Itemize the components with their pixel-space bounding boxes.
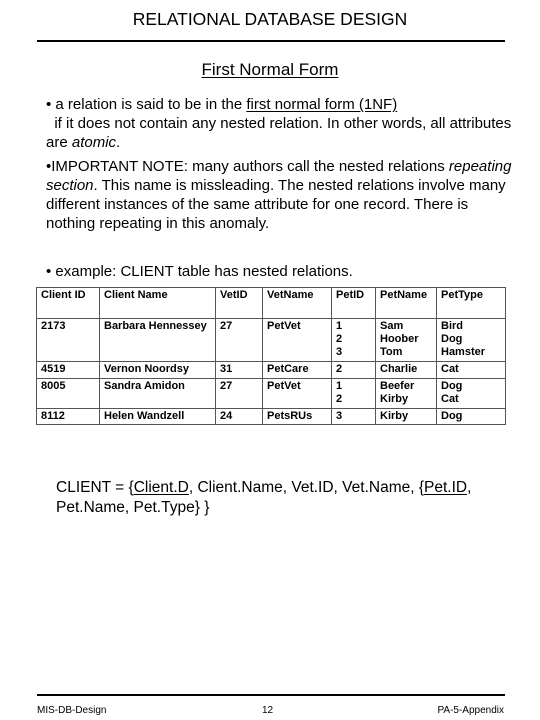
section-title-text: First Normal Form xyxy=(201,60,339,79)
table-header-row xyxy=(37,288,506,319)
column-header: Client Name xyxy=(100,288,216,319)
client-id-cell: 8005 xyxy=(37,378,100,408)
pet-name-value: Beefer xyxy=(380,379,415,392)
pet-type-value: Dog xyxy=(441,409,463,422)
client-id-cell: 4519 xyxy=(37,362,100,378)
pet-name-cell xyxy=(376,408,437,424)
p2-term: repeating section xyxy=(46,158,512,194)
schema-prefix: CLIENT = { xyxy=(56,479,134,496)
pet-name-value: Charlie xyxy=(380,363,418,376)
page-title: RELATIONAL DATABASE DESIGN xyxy=(132,9,408,29)
client-id-cell: 2173 xyxy=(37,319,100,362)
schema-suffix: , Pet.Name, Pet.Type} } xyxy=(56,479,472,516)
client-name-cell: Helen Wandzell xyxy=(100,408,216,424)
pet-id-value: 1 xyxy=(336,320,343,332)
client-id-cell: 8112 xyxy=(37,408,100,424)
pet-name-value: Kirby xyxy=(380,392,409,405)
pet-id-cell xyxy=(332,378,376,408)
page-number: 12 xyxy=(262,705,274,716)
p1-end: . xyxy=(116,134,121,151)
vet-id-cell: 31 xyxy=(216,362,263,378)
client-table xyxy=(36,287,506,425)
p1-atomic: atomic xyxy=(71,134,117,151)
vet-name-cell: PetCare xyxy=(263,362,332,378)
p3-text: • example: CLIENT table has nested relations. xyxy=(46,263,353,280)
pet-id-cell xyxy=(332,319,376,362)
schema-key-pet: Pet.ID xyxy=(424,479,468,496)
pet-id-value: 2 xyxy=(336,363,343,376)
paragraph-important-note xyxy=(46,157,516,233)
schema-notation xyxy=(56,478,496,518)
schema-key-client: Client.D xyxy=(133,479,189,496)
pet-type-value: Hamster xyxy=(441,346,486,358)
vet-name-cell: PetVet xyxy=(263,319,332,362)
vet-id-cell: 24 xyxy=(216,408,263,424)
client-name-cell: Vernon Noordsy xyxy=(100,362,216,378)
column-header: VetName xyxy=(263,288,332,319)
section-title xyxy=(0,60,540,80)
column-header: PetID xyxy=(332,288,376,319)
pet-id-value: 3 xyxy=(336,346,343,358)
pet-type-value: Dog xyxy=(441,379,463,392)
pet-id-value: 2 xyxy=(336,392,343,405)
pet-name-value: Hoober xyxy=(380,333,419,345)
vet-id-cell: 27 xyxy=(216,319,263,362)
pet-id-value: 3 xyxy=(336,409,343,422)
pet-type-value: Dog xyxy=(441,333,463,345)
p1-text-b: if it does not contain any nested relation. In other words, all attributes are xyxy=(46,115,512,151)
pet-id-cell xyxy=(332,362,376,378)
pet-name-cell xyxy=(376,319,437,362)
footer-rule xyxy=(37,694,505,696)
table-row xyxy=(37,362,506,378)
client-name-cell: Barbara Hennessey xyxy=(100,319,216,362)
table-row xyxy=(37,319,506,362)
column-header: PetType xyxy=(437,288,506,319)
pet-name-cell xyxy=(376,362,437,378)
client-name-cell: Sandra Amidon xyxy=(100,378,216,408)
pet-name-value: Tom xyxy=(380,346,403,358)
pet-id-value: 1 xyxy=(336,379,343,392)
column-header: VetID xyxy=(216,288,263,319)
schema-mid: , Client.Name, Vet.ID, Vet.Name, { xyxy=(188,479,425,496)
pet-type-cell xyxy=(437,362,506,378)
pet-id-value: 2 xyxy=(336,333,343,345)
pet-id-cell xyxy=(332,408,376,424)
pet-name-cell xyxy=(376,378,437,408)
paragraph-1nf-definition xyxy=(46,95,516,152)
column-header: PetName xyxy=(376,288,437,319)
table-row xyxy=(37,378,506,408)
vet-name-cell: PetVet xyxy=(263,378,332,408)
p2-text-a: •IMPORTANT NOTE: many authors call the nested relations xyxy=(46,158,449,175)
pet-type-value: Cat xyxy=(441,392,459,405)
client-table-container xyxy=(36,287,505,425)
paragraph-example xyxy=(46,262,516,281)
footer-left: MIS-DB-Design xyxy=(37,705,107,716)
p1-text-a: • a relation is said to be in the xyxy=(46,96,247,113)
column-header: Client ID xyxy=(37,288,100,319)
table-row xyxy=(37,408,506,424)
pet-type-value: Cat xyxy=(441,363,459,376)
pet-name-value: Kirby xyxy=(380,409,409,422)
pet-type-cell xyxy=(437,408,506,424)
vet-id-cell: 27 xyxy=(216,378,263,408)
pet-type-cell xyxy=(437,378,506,408)
pet-type-value: Bird xyxy=(441,320,463,332)
header-rule xyxy=(37,40,505,42)
p2-text-b: . This name is missleading. The nested relations involve many different instances of the same attribute for one record. There is nothing repeating in this anomaly. xyxy=(46,177,506,232)
p1-term: first normal form (1NF) xyxy=(246,96,398,113)
vet-name-cell: PetsRUs xyxy=(263,408,332,424)
footer-right: PA-5-Appendix xyxy=(437,705,504,716)
pet-type-cell xyxy=(437,319,506,362)
pet-name-value: Sam xyxy=(380,320,404,332)
